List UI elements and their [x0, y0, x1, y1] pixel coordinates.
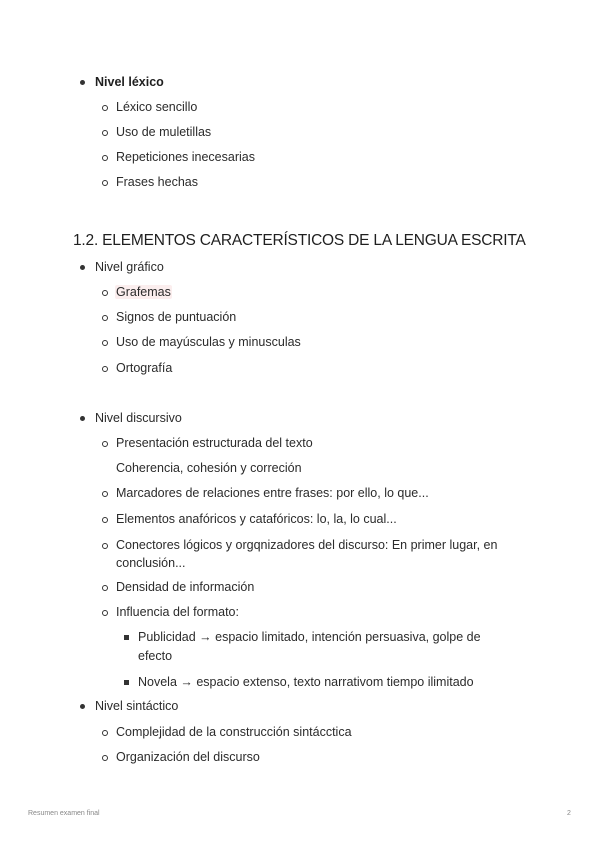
list-item: Uso de mayúsculas y minusculas [116, 333, 301, 352]
bullet-nivel-discursivo: Nivel discursivo [95, 409, 182, 428]
list-item: Complejidad de la construcción sintácctica [116, 723, 352, 742]
list-item-continuation: Coherencia, cohesión y correción [116, 461, 302, 475]
footer-page-number: 2 [567, 810, 571, 817]
list-item: Signos de puntuación [116, 308, 236, 327]
list-item: Frases hechas [116, 173, 198, 192]
highlighted-text: Grafemas [116, 285, 171, 299]
sub-list-item: Publicidad → espacio limitado, intención persuasiva, golpe de [138, 628, 481, 647]
list-item [116, 283, 172, 302]
bullet-nivel-grafico: Nivel gráfico [95, 258, 164, 277]
list-item: Repeticiones inecesarias [116, 148, 255, 167]
sub-list-item: Novela → espacio extenso, texto narrativom tiempo ilimitado [138, 673, 474, 692]
bullet-nivel-sintactico: Nivel sintáctico [95, 697, 178, 716]
list-item: Léxico sencillo [116, 98, 197, 117]
list-item: Densidad de información [116, 578, 254, 597]
list-item-continuation: conclusión... [116, 556, 186, 570]
list-item: Presentación estructurada del texto [116, 434, 313, 453]
list-item: Elementos anafóricos y catafóricos: lo, la, lo cual... [116, 510, 397, 529]
list-item: Conectores lógicos y orgqnizadores del discurso: En primer lugar, en [116, 536, 497, 555]
list-item: Organización del discurso [116, 748, 260, 767]
footer-doc-title: Resumen examen final [28, 810, 100, 817]
section-heading: 1.2. ELEMENTOS CARACTERÍSTICOS DE LA LENGUA ESCRITA [73, 232, 526, 249]
list-item: Influencia del formato: [116, 603, 239, 622]
list-item: Ortografía [116, 359, 172, 378]
sub-list-item-continuation: efecto [138, 649, 173, 663]
bullet-nivel-lexico: Nivel léxico [95, 73, 164, 92]
list-item: Marcadores de relaciones entre frases: por ello, lo que... [116, 484, 429, 503]
list-item: Uso de muletillas [116, 123, 211, 142]
